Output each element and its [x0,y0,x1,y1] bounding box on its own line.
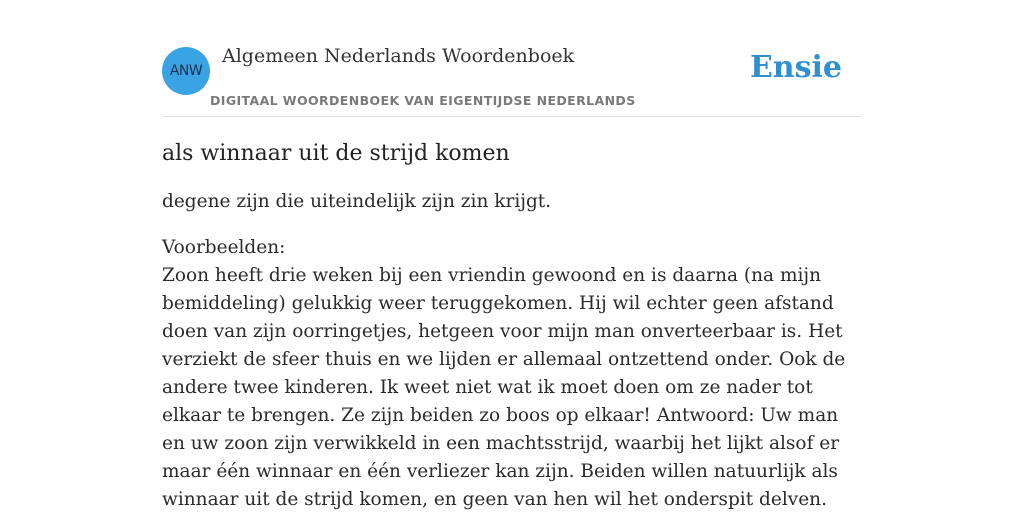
site-title-link[interactable]: Algemeen Nederlands Woordenboek [222,45,575,67]
site-subtitle: DIGITAAL WOORDENBOEK VAN EIGENTIJDSE NEDERLANDS [210,93,636,108]
entry-definition: degene zijn die uiteindelijk zijn zin krijgt. [162,191,552,212]
anw-logo[interactable]: ANW [162,47,210,95]
examples-label: Voorbeelden: [162,237,286,258]
entry-content [162,138,862,512]
ensie-brand-logo[interactable]: Ensie [749,50,842,85]
site-header [162,0,862,117]
examples-text: Zoon heeft drie weken bij een vriendin gewoond en is daarna (na mijn bemiddeling) gelukkig weer teruggekomen. Hij wil echter geen afstand doen van zijn oorringetjes, hetgeen voor mijn man onverteerbaar is. Het verziekt de sfeer thuis en we lijden er allemaal ontzettend onder. Ook de andere twee kinderen. Ik weet niet wat ik moet doen om ze nader tot elkaar te brengen. Ze zijn beiden zo boos op elkaar! Antwoord: Uw man en uw zoon zijn verwikkeld in een machtsstrijd, waarbij het lijkt alsof er maar één winnaar en één verliezer kan zijn. Beiden willen natuurlijk als winnaar uit de strijd komen, en geen van hen wil het onderspit delven. [162,265,846,510]
entry-term: als winnaar uit de strijd komen [162,141,510,166]
